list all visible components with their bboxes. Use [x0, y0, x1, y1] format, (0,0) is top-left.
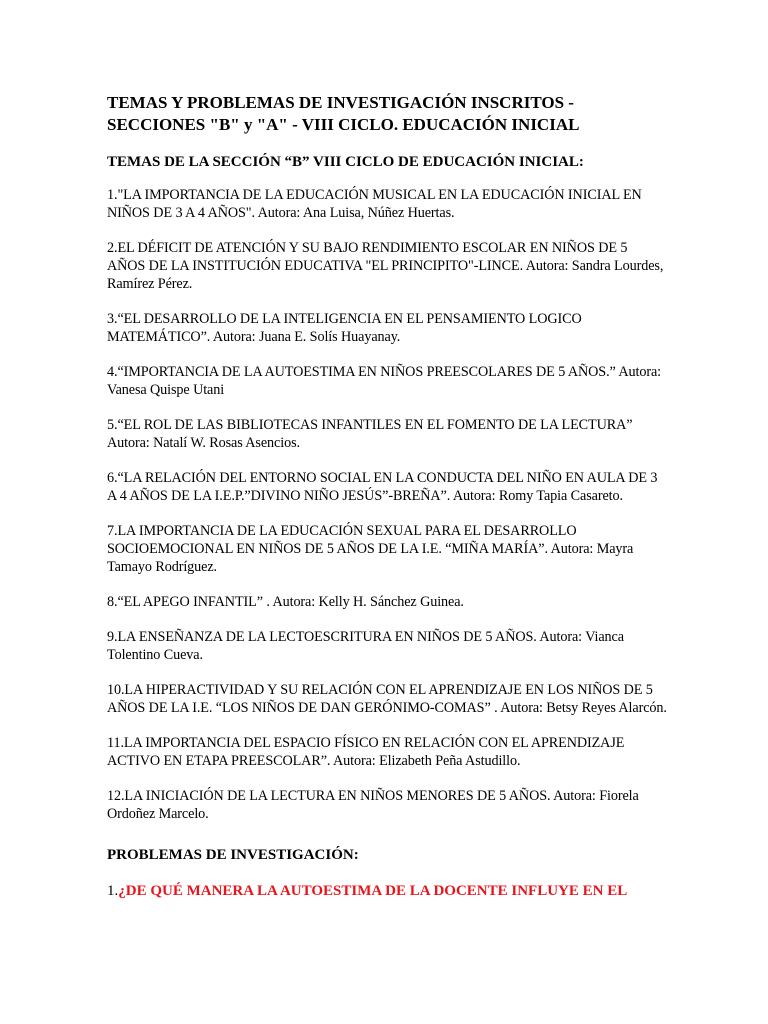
topic-item: 9.LA ENSEÑANZA DE LA LECTOESCRITURA EN NIÑOS DE 5 AÑOS. Autora: Vianca Tolentino Cueva. — [107, 629, 624, 663]
topic-item: 8.“EL APEGO INFANTIL” . Autora: Kelly H. Sánchez Guinea. — [107, 594, 464, 610]
topic-item: 10.LA HIPERACTIVIDAD Y SU RELACIÓN CON EL APRENDIZAJE EN LOS NIÑOS DE 5 AÑOS DE LA I.E. “LOS NIÑOS DE DAN GERÓNIMO-COMAS” . Autora: Betsy Reyes Alarcón. — [107, 682, 667, 716]
topic-item: 4.“IMPORTANCIA DE LA AUTOESTIMA EN NIÑOS PREESCOLARES DE 5 AÑOS.” Autora: Vanesa Quispe Utani — [107, 364, 662, 398]
problem-item — [107, 881, 667, 901]
title-line-1: TEMAS Y PROBLEMAS DE INVESTIGACIÓN INSCRITOS - — [107, 93, 574, 112]
topic-item: 6.“LA RELACIÓN DEL ENTORNO SOCIAL EN LA CONDUCTA DEL NIÑO EN AULA DE 3 A 4 AÑOS DE LA I.E.P.”DIVINO NIÑO JESÚS”-BREÑA”. Autora: Romy Tapia Casareto. — [107, 470, 658, 504]
title-line-2: SECCIONES "B" y "A" - VIII CICLO. EDUCACIÓN INICIAL — [107, 115, 580, 134]
topic-item: 12.LA INICIACIÓN DE LA LECTURA EN NIÑOS MENORES DE 5 AÑOS. Autora: Fiorela Ordoñez Marcelo. — [107, 788, 639, 822]
section-heading: TEMAS DE LA SECCIÓN “B” VIII CICLO DE EDUCACIÓN INICIAL: — [107, 154, 584, 170]
problems-heading: PROBLEMAS DE INVESTIGACIÓN: — [107, 847, 359, 863]
problem-number: 1. — [107, 883, 119, 899]
problem-text: ¿DE QUÉ MANERA LA AUTOESTIMA DE LA DOCENTE INFLUYE EN EL — [118, 883, 628, 899]
topic-item: 11.LA IMPORTANCIA DEL ESPACIO FÍSICO EN RELACIÓN CON EL APRENDIZAJE ACTIVO EN ETAPA PREESCOLAR”. Autora: Elizabeth Peña Astudillo. — [107, 735, 625, 769]
topic-item: 5.“EL ROL DE LAS BIBLIOTECAS INFANTILES EN EL FOMENTO DE LA LECTURA” Autora: Natalí W. Rosas Asencios. — [107, 417, 633, 451]
topic-item: 3.“EL DESARROLLO DE LA INTELIGENCIA EN EL PENSAMIENTO LOGICO MATEMÁTICO”. Autora: Juana E. Solís Huayanay. — [107, 311, 582, 345]
document-page — [107, 92, 667, 901]
topics-list — [107, 186, 667, 823]
topic-item: 7.LA IMPORTANCIA DE LA EDUCACIÓN SEXUAL PARA EL DESARROLLO SOCIOEMOCIONAL EN NIÑOS DE 5 AÑOS DE LA I.E. “MIÑA MARÍA”. Autora: Mayra Tamayo Rodríguez. — [107, 523, 634, 575]
topic-item: 2.EL DÉFICIT DE ATENCIÓN Y SU BAJO RENDIMIENTO ESCOLAR EN NIÑOS DE 5 AÑOS DE LA INSTITUCIÓN EDUCATIVA "EL PRINCIPITO"-LINCE. Autora: Sandra Lourdes, Ramírez Pérez. — [107, 240, 664, 292]
document-title — [107, 92, 667, 136]
topic-item: 1."LA IMPORTANCIA DE LA EDUCACIÓN MUSICAL EN LA EDUCACIÓN INICIAL EN NIÑOS DE 3 A 4 AÑOS". Autora: Ana Luisa, Núñez Huertas. — [107, 187, 642, 221]
